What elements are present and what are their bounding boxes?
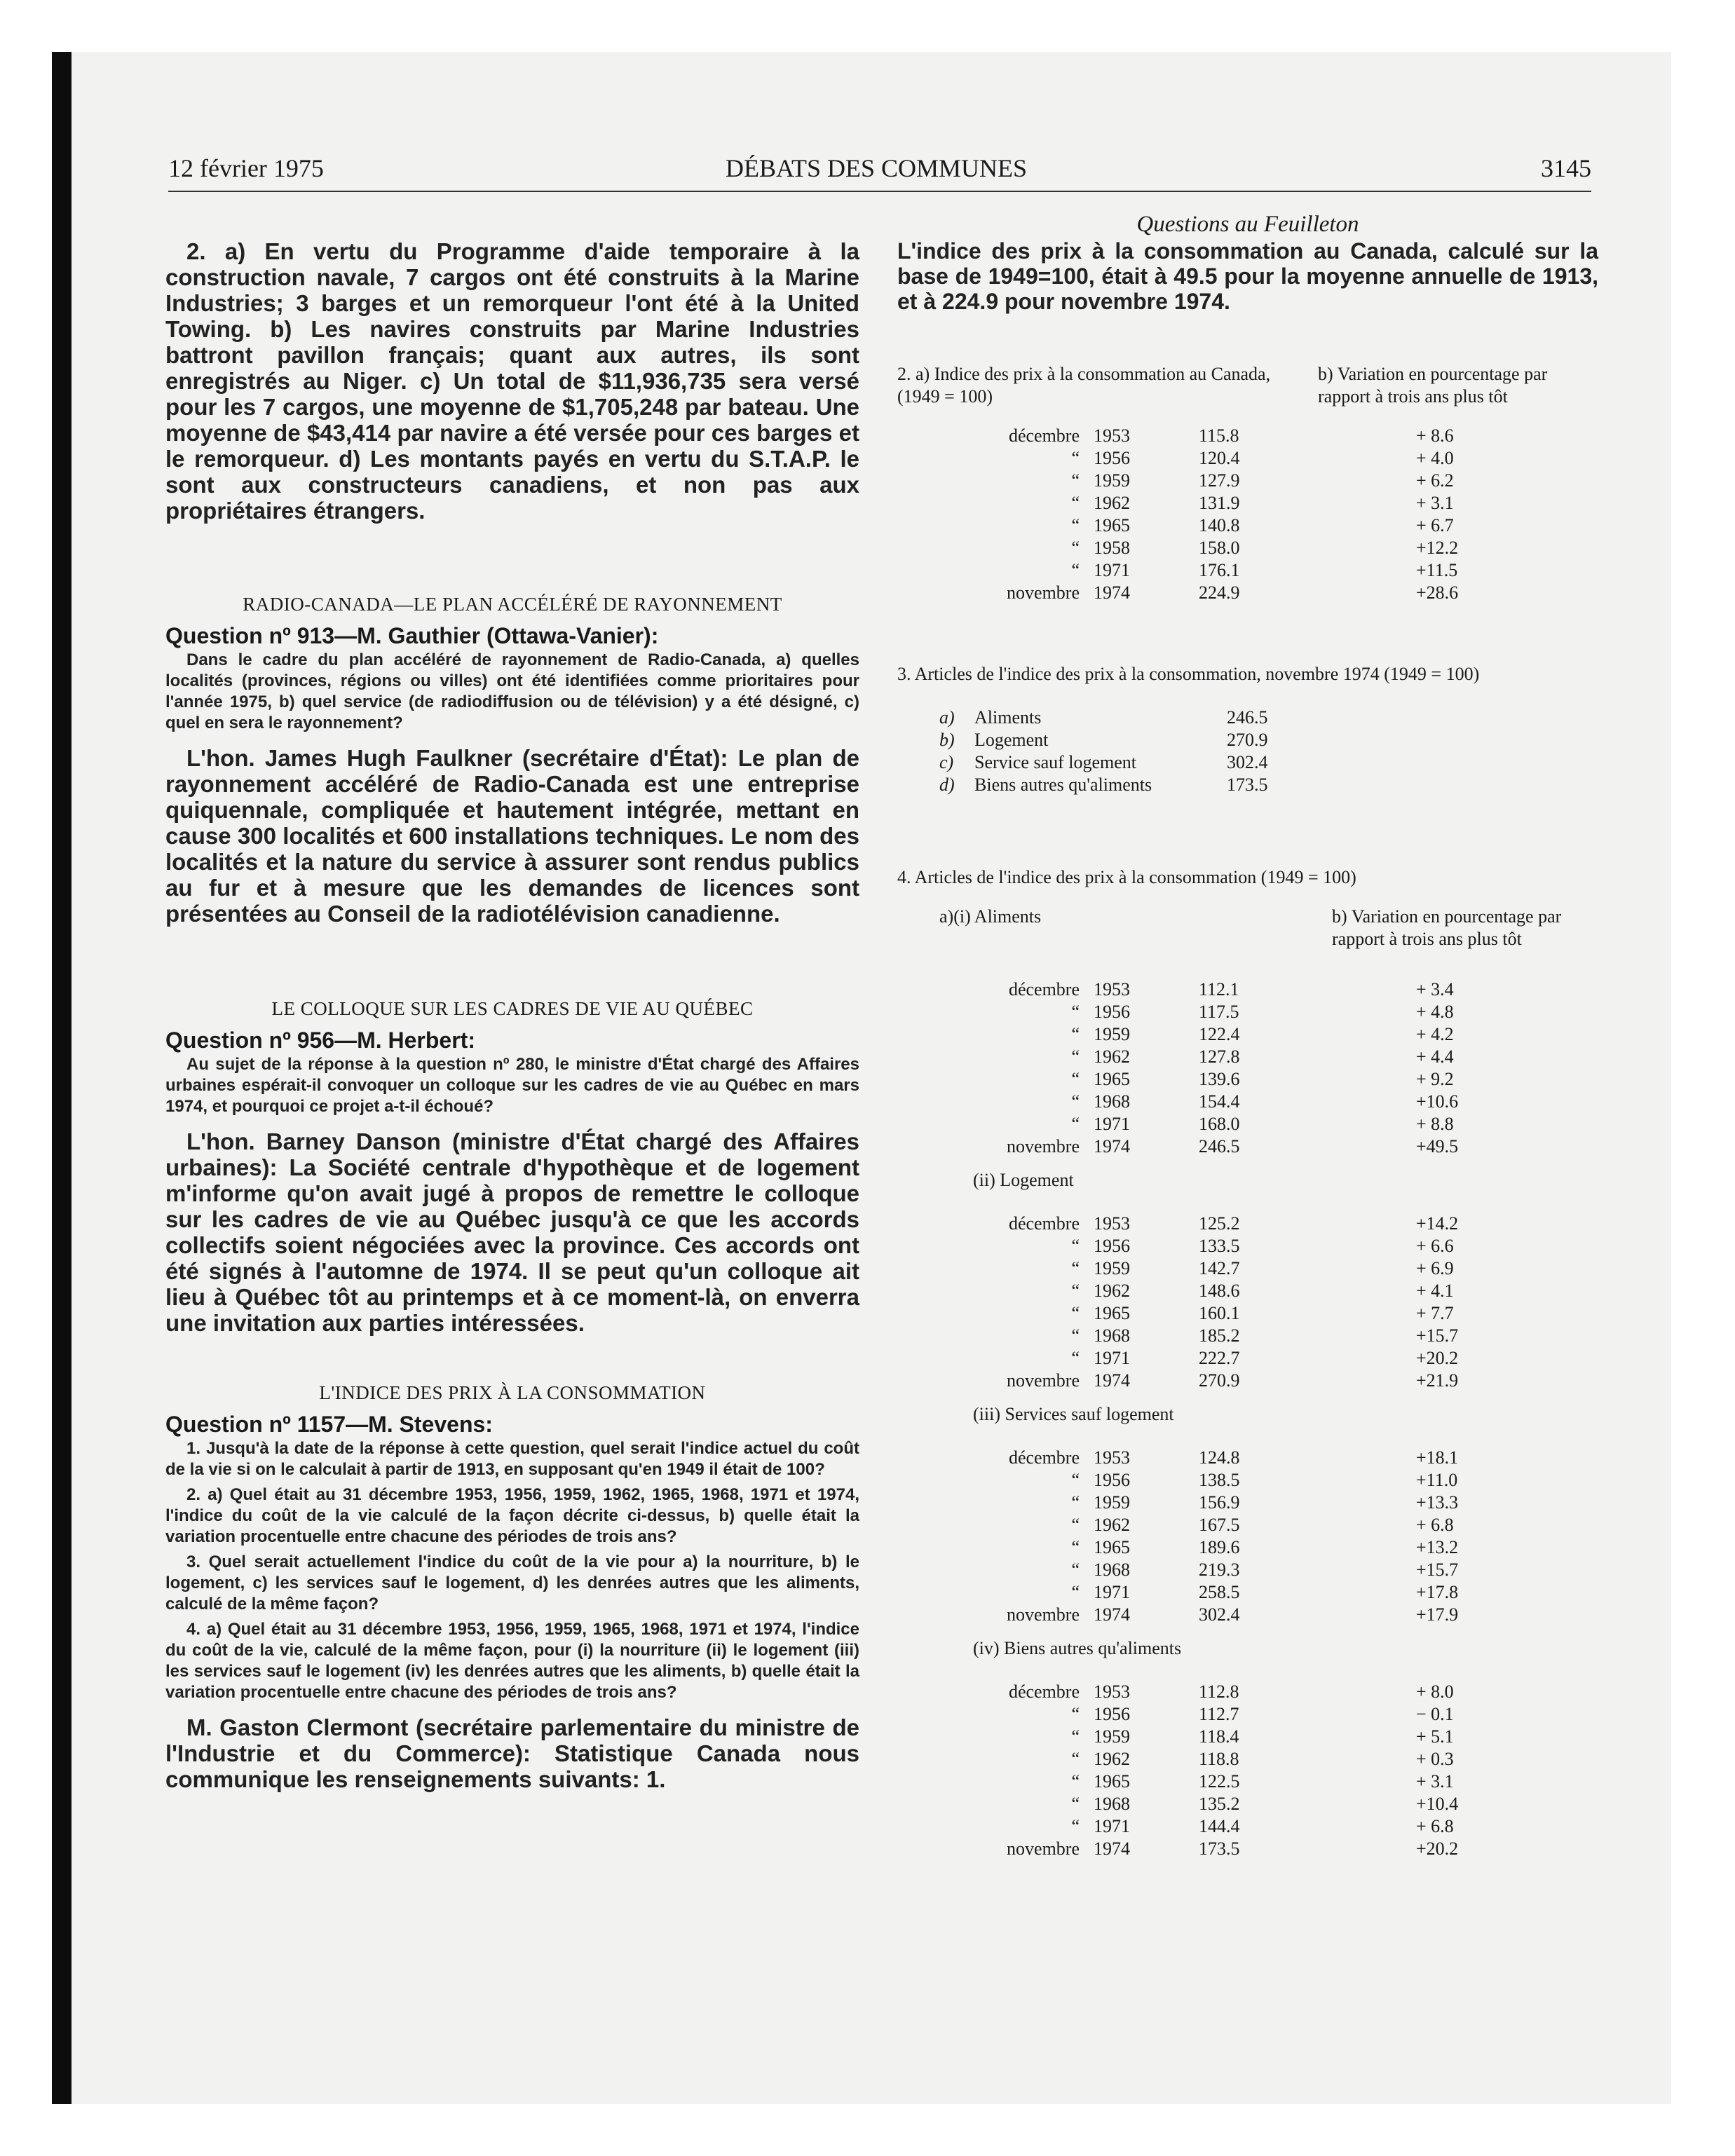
row-year: 1974 <box>1094 1136 1130 1157</box>
question-1157-item-4: 4. a) Quel était au 31 décembre 1953, 1956, 1959, 1965, 1968, 1971 et 1974, l'indice du coût de la vie, calculé de la même façon, pour (i) la nourriture (ii) le logement (iii) les services sauf le logement (iv) les denrées autres que les aliments, b) quelle était la variation procentuelle entre chacune des périodes de trois ans? <box>165 1620 859 1702</box>
header-date: 12 février 1975 <box>168 154 324 182</box>
row-index: 168.0 <box>1199 1114 1240 1134</box>
row-index: 148.6 <box>1199 1281 1240 1301</box>
row-change: +11.5 <box>1416 560 1458 580</box>
row-index: 154.4 <box>1199 1091 1240 1112</box>
row-change: + 7.7 <box>1416 1303 1454 1323</box>
row-letter: c) <box>939 752 954 772</box>
row-year: 1965 <box>1094 1069 1130 1089</box>
table-row <box>897 1793 1598 1815</box>
row-label: “ <box>1071 1749 1080 1769</box>
row-change: − 0.1 <box>1416 1704 1454 1724</box>
table-4-logement <box>897 1213 1598 1392</box>
table-2-header <box>897 363 1598 411</box>
table-4-services-label: (iii) Services sauf logement <box>973 1404 1174 1424</box>
row-label: “ <box>1071 1258 1080 1278</box>
table-4-biens <box>897 1681 1598 1860</box>
row-index: 222.7 <box>1199 1348 1240 1368</box>
row-label: “ <box>1071 1726 1080 1747</box>
answer-1157 <box>165 1714 859 1792</box>
row-year: 1965 <box>1094 515 1130 535</box>
question-1157-item-1: 1. Jusqu'à la date de la réponse à cette question, quel serait l'indice actuel du coût de la vie si on le calculait à partir de 1913, en supposant qu'en 1949 il était de 100? <box>165 1439 859 1479</box>
row-change: +21.9 <box>1416 1370 1459 1391</box>
row-change: +49.5 <box>1416 1136 1459 1157</box>
row-label: “ <box>1071 515 1080 535</box>
row-label: “ <box>1071 1537 1080 1557</box>
question-1157-item-3: 3. Quel serait actuellement l'indice du coût de la vie pour a) la nourriture, b) le logement, c) les services sauf le logement, d) les denrées autres que les aliments, calculé de la même façon? <box>165 1553 859 1613</box>
row-change: +18.1 <box>1416 1447 1459 1468</box>
row-change: +28.6 <box>1416 582 1459 603</box>
row-label: “ <box>1071 1046 1080 1067</box>
row-year: 1956 <box>1094 1470 1130 1490</box>
row-change: + 6.8 <box>1416 1515 1454 1535</box>
row-label: “ <box>1071 1024 1080 1044</box>
row-label: décembre <box>1008 425 1080 446</box>
row-change: +11.0 <box>1416 1470 1458 1490</box>
table-4-header: 4. Articles de l'indice des prix à la consommation (1949 = 100) <box>897 867 1356 887</box>
row-label: “ <box>1071 1281 1080 1301</box>
row-index: 224.9 <box>1199 582 1240 603</box>
table-row <box>897 470 1598 492</box>
row-year: 1971 <box>1094 560 1130 580</box>
row-year: 1959 <box>1094 470 1130 491</box>
row-change: +17.9 <box>1416 1604 1459 1625</box>
row-index: 122.5 <box>1199 1771 1240 1792</box>
row-label: “ <box>1071 1515 1080 1535</box>
row-index: 115.8 <box>1199 425 1239 446</box>
table-row <box>897 978 1598 1001</box>
table-row <box>897 707 1598 729</box>
row-letter: a) <box>939 707 955 728</box>
row-change: +13.3 <box>1416 1492 1459 1513</box>
row-label: novembre <box>1007 1370 1080 1391</box>
row-letter: b) <box>939 730 955 750</box>
row-year: 1953 <box>1094 425 1130 446</box>
table-2-col-a-label: 2. a) Indice des prix à la consommation au Canada, (1949 = 100) <box>897 364 1271 407</box>
row-index: 156.9 <box>1199 1492 1240 1513</box>
question-956-text: Au sujet de la réponse à la question nº 280, le ministre d'État chargé des Affaires urbaines espérait-il convoquer un colloque sur les cadres de vie au Québec en mars 1974, et pourquoi ce projet a-t-il échoué? <box>165 1055 859 1116</box>
section-title-colloque: LE COLLOQUE SUR LES CADRES DE VIE AU QUÉBEC <box>271 998 754 1019</box>
table-4-subheader <box>897 906 1598 978</box>
table-row <box>897 1726 1598 1748</box>
row-label: “ <box>1071 1816 1080 1836</box>
table-2 <box>897 425 1598 604</box>
row-year: 1956 <box>1094 448 1130 468</box>
table-row <box>897 751 1598 774</box>
table-row <box>897 559 1598 582</box>
row-year: 1971 <box>1094 1582 1130 1602</box>
row-year: 1974 <box>1094 1370 1130 1391</box>
row-year: 1971 <box>1094 1816 1130 1836</box>
row-label: décembre <box>1008 1213 1080 1234</box>
table-row <box>897 425 1598 447</box>
row-year: 1962 <box>1094 1281 1130 1301</box>
section-title-indice: L'INDICE DES PRIX À LA CONSOMMATION <box>319 1382 706 1403</box>
row-label: novembre <box>1007 582 1080 603</box>
row-index: 258.5 <box>1199 1582 1240 1602</box>
row-change: + 3.1 <box>1416 493 1454 513</box>
row-year: 1956 <box>1094 1236 1130 1256</box>
row-index: 219.3 <box>1199 1560 1240 1580</box>
row-label: “ <box>1071 448 1080 468</box>
row-label: “ <box>1071 1002 1080 1022</box>
row-change: +20.2 <box>1416 1348 1459 1368</box>
right-column <box>897 210 1598 1860</box>
table-4-col-a-label: a)(i) Aliments <box>939 906 1042 927</box>
row-year: 1965 <box>1094 1537 1130 1557</box>
row-index: 127.9 <box>1199 470 1240 491</box>
row-index: 133.5 <box>1199 1236 1240 1256</box>
row-label: décembre <box>1008 1681 1080 1702</box>
row-change: +10.4 <box>1416 1794 1459 1814</box>
row-index: 135.2 <box>1199 1794 1240 1814</box>
table-row <box>897 537 1598 559</box>
row-label: “ <box>1071 1582 1080 1602</box>
table-row <box>897 1370 1598 1392</box>
table-row <box>897 1213 1598 1235</box>
row-change: +14.2 <box>1416 1213 1459 1234</box>
row-label: décembre <box>1008 979 1080 999</box>
row-year: 1965 <box>1094 1303 1130 1323</box>
row-index: 189.6 <box>1199 1537 1240 1557</box>
table-row <box>897 1325 1598 1347</box>
answer-956 <box>165 1128 859 1336</box>
table-row <box>897 1469 1598 1492</box>
question-956-heading: Question nº 956—M. Herbert: <box>165 1028 475 1053</box>
row-change: + 6.7 <box>1416 515 1454 535</box>
table-4-biens-label: (iv) Biens autres qu'aliments <box>973 1638 1182 1658</box>
row-label: “ <box>1071 470 1080 491</box>
table-row <box>897 1135 1598 1158</box>
table-row <box>897 582 1598 604</box>
table-row <box>897 492 1598 514</box>
row-year: 1959 <box>1094 1024 1130 1044</box>
row-label: novembre <box>1007 1136 1080 1157</box>
row-year: 1968 <box>1094 1794 1130 1814</box>
table-row <box>897 1113 1598 1135</box>
table-row <box>897 1559 1598 1581</box>
row-year: 1962 <box>1094 1046 1130 1067</box>
row-year: 1968 <box>1094 1325 1130 1346</box>
row-index: 302.4 <box>1227 752 1268 772</box>
table-row <box>897 774 1598 796</box>
table-row <box>897 1838 1598 1860</box>
row-index: 246.5 <box>1199 1136 1240 1157</box>
table-row <box>897 447 1598 470</box>
row-year: 1959 <box>1094 1258 1130 1278</box>
header-rule <box>168 191 1591 192</box>
row-label: “ <box>1071 1303 1080 1323</box>
row-item: Aliments <box>974 707 1042 728</box>
answer-956-text: La Société centrale d'hypothèque et de logement m'informe qu'on avait jugé à propos de remettre le colloque sur les cadres de vie au Québec jusqu'à ce que les accords collectifs soient négociées avec la province. Ces accords ont été signés à l'automne de 1974. Il se peut qu'un colloque ait lieu à Québec tôt au printemps et à ce moment-là, on enverra une invitation aux parties intéressées. <box>165 1154 859 1336</box>
table-row <box>897 1023 1598 1046</box>
row-year: 1971 <box>1094 1348 1130 1368</box>
row-year: 1962 <box>1094 1515 1130 1535</box>
header-page-number: 3145 <box>1541 154 1591 182</box>
table-4-services <box>897 1447 1598 1626</box>
row-index: 127.8 <box>1199 1046 1240 1067</box>
row-change: + 4.0 <box>1416 448 1454 468</box>
speaker-faulkner: L'hon. James Hugh Faulkner (secrétaire d'État): <box>186 745 728 771</box>
row-label: “ <box>1071 1560 1080 1580</box>
header-title: DÉBATS DES COMMUNES <box>725 154 1028 182</box>
table-row <box>897 514 1598 537</box>
row-index: 140.8 <box>1199 515 1240 535</box>
row-index: 142.7 <box>1199 1258 1240 1278</box>
table-4-aliments <box>897 978 1598 1158</box>
row-index: 185.2 <box>1199 1325 1240 1346</box>
table-3 <box>897 707 1598 796</box>
row-change: + 5.1 <box>1416 1726 1454 1747</box>
row-year: 1959 <box>1094 1726 1130 1747</box>
table-row <box>897 1703 1598 1726</box>
row-change: + 4.8 <box>1416 1002 1454 1022</box>
table-4-logement-label: (ii) Logement <box>973 1170 1074 1190</box>
row-change: +15.7 <box>1416 1325 1459 1346</box>
left-column <box>165 238 859 1792</box>
table-row <box>897 1681 1598 1703</box>
row-year: 1974 <box>1094 1838 1130 1859</box>
table-row <box>897 1257 1598 1280</box>
row-index: 173.5 <box>1227 775 1268 795</box>
table-row <box>897 1280 1598 1302</box>
row-index: 144.4 <box>1199 1816 1240 1836</box>
row-year: 1962 <box>1094 1749 1130 1769</box>
row-letter: d) <box>939 775 955 795</box>
row-year: 1956 <box>1094 1002 1130 1022</box>
row-index: 139.6 <box>1199 1069 1240 1089</box>
table-row <box>897 1492 1598 1514</box>
row-label: “ <box>1071 1114 1080 1134</box>
row-index: 173.5 <box>1199 1838 1240 1859</box>
row-year: 1953 <box>1094 979 1130 999</box>
row-year: 1958 <box>1094 538 1130 558</box>
question-913-heading: Question nº 913—M. Gauthier (Ottawa-Vanier): <box>165 623 659 648</box>
row-year: 1968 <box>1094 1560 1130 1580</box>
row-change: + 3.4 <box>1416 979 1454 999</box>
row-change: +12.2 <box>1416 538 1459 558</box>
speaker-clermont: M. Gaston Clermont (secrétaire parlementaire du ministre de l'Industrie et du Commerce): <box>165 1714 859 1766</box>
row-label: “ <box>1071 1492 1080 1513</box>
running-heading: Questions au Feuilleton <box>1136 212 1359 237</box>
table-row <box>897 1235 1598 1257</box>
row-change: + 6.2 <box>1416 470 1454 491</box>
row-change: + 8.8 <box>1416 1114 1454 1134</box>
speaker-danson: L'hon. Barney Danson (ministre d'État chargé des Affaires urbaines): <box>165 1128 859 1180</box>
row-year: 1953 <box>1094 1447 1130 1468</box>
table-row <box>897 729 1598 751</box>
row-index: 131.9 <box>1199 493 1240 513</box>
row-label: “ <box>1071 1236 1080 1256</box>
row-index: 112.8 <box>1199 1681 1239 1702</box>
row-index: 118.8 <box>1199 1749 1239 1769</box>
row-label: “ <box>1071 1794 1080 1814</box>
row-year: 1965 <box>1094 1771 1130 1792</box>
row-label: “ <box>1071 1325 1080 1346</box>
row-change: + 4.4 <box>1416 1046 1454 1067</box>
table-row <box>897 1581 1598 1604</box>
row-index: 117.5 <box>1199 1002 1239 1022</box>
row-index: 302.4 <box>1199 1604 1240 1625</box>
row-label: “ <box>1071 1771 1080 1792</box>
table-4-col-b-label: b) Variation en pourcentage par rapport à trois ans plus tôt <box>1332 906 1562 949</box>
row-change: +13.2 <box>1416 1537 1459 1557</box>
row-index: 270.9 <box>1199 1370 1240 1391</box>
section-title-radio-canada: RADIO-CANADA—LE PLAN ACCÉLÉRÉ DE RAYONNEMENT <box>243 594 782 615</box>
row-index: 138.5 <box>1199 1470 1240 1490</box>
answer-913 <box>165 745 859 927</box>
row-change: + 4.2 <box>1416 1024 1454 1044</box>
row-item: Logement <box>974 730 1049 750</box>
table-row <box>897 1815 1598 1838</box>
row-index: 176.1 <box>1199 560 1240 580</box>
row-change: + 0.3 <box>1416 1749 1454 1769</box>
question-913-text: Dans le cadre du plan accéléré de rayonnement de Radio-Canada, a) quelles localités (provinces, régions ou villes) ont été identifiées comme prioritaires pour l'année 1975, b) quel service (de radiodiffusion ou de télévision) y a été désigné, c) quel en sera le rayonnement? <box>165 650 859 732</box>
table-row <box>897 1536 1598 1559</box>
row-index: 167.5 <box>1199 1515 1240 1535</box>
row-label: novembre <box>1007 1604 1080 1625</box>
table-row <box>897 1770 1598 1793</box>
row-change: + 8.0 <box>1416 1681 1454 1702</box>
row-label: “ <box>1071 1704 1080 1724</box>
row-year: 1959 <box>1094 1492 1130 1513</box>
row-year: 1968 <box>1094 1091 1130 1112</box>
row-label: “ <box>1071 1348 1080 1368</box>
row-year: 1962 <box>1094 493 1130 513</box>
row-label: “ <box>1071 1091 1080 1112</box>
table-row <box>897 1001 1598 1023</box>
table-3-header: 3. Articles de l'indice des prix à la consommation, novembre 1974 (1949 = 100) <box>897 664 1480 684</box>
table-row <box>897 1068 1598 1091</box>
row-change: +17.8 <box>1416 1582 1459 1602</box>
row-label: “ <box>1071 560 1080 580</box>
row-index: 122.4 <box>1199 1024 1240 1044</box>
table-row <box>897 1302 1598 1325</box>
row-index: 158.0 <box>1199 538 1240 558</box>
table-row <box>897 1447 1598 1469</box>
answer-1157-text: Statistique Canada nous communique les renseignements suivants: 1. <box>165 1740 859 1792</box>
row-label: “ <box>1071 1069 1080 1089</box>
question-1157-item-2: 2. a) Quel était au 31 décembre 1953, 1956, 1959, 1962, 1965, 1968, 1971 et 1974, l'indice du coût de la vie calculé de la façon décrite ci-dessus, b) quelle était la variation procentuelle entre chacune des périodes de trois ans? <box>165 1485 859 1546</box>
row-year: 1974 <box>1094 582 1130 603</box>
answer-913-text: Le plan de rayonnement accéléré de Radio-Canada est une entreprise quiquennale, compliquée et hautement intégrée, mettant en cause 300 localités et 600 installations techniques. Le nom des localités et la nature du service à assurer sont rendus publics au fur et à mesure que les demandes de licences sont présentées au Conseil de la radiotélévision canadienne. <box>165 745 859 927</box>
row-label: novembre <box>1007 1838 1080 1859</box>
row-change: + 3.1 <box>1416 1771 1454 1792</box>
row-change: + 9.2 <box>1416 1069 1454 1089</box>
table-2-col-b-label: b) Variation en pourcentage par rapport à trois ans plus tôt <box>1318 364 1548 407</box>
table-row <box>897 1748 1598 1770</box>
row-change: + 4.1 <box>1416 1281 1454 1301</box>
row-index: 270.9 <box>1227 730 1268 750</box>
row-index: 120.4 <box>1199 448 1240 468</box>
row-change: +10.6 <box>1416 1091 1459 1112</box>
table-row <box>897 1347 1598 1370</box>
row-change: +15.7 <box>1416 1560 1459 1580</box>
row-index: 160.1 <box>1199 1303 1240 1323</box>
row-change: + 8.6 <box>1416 425 1454 446</box>
row-change: +20.2 <box>1416 1838 1459 1859</box>
row-index: 125.2 <box>1199 1213 1240 1234</box>
scan-binding-edge <box>52 52 72 2104</box>
row-year: 1953 <box>1094 1213 1130 1234</box>
row-index: 246.5 <box>1227 707 1268 728</box>
intro-paragraph: 2. a) En vertu du Programme d'aide temporaire à la construction navale, 7 cargos ont été construits à la Marine Industries; 3 barges et un remorqueur l'ont été à la United Towing. b) Les navires construits par Marine Industries battront pavillon français; quant aux autres, ils sont enregistrés au Niger. c) Un total de $11,936,735 sera versé pour les 7 cargos, une moyenne de $1,705,248 par bateau. Une moyenne de $43,414 par navire a été versée pour ces barges et le remorqueur. d) Les montants payés en vertu du S.T.A.P. le sont aux constructeurs canadiens, et non pas aux propriétaires étrangers. <box>165 238 859 524</box>
row-year: 1974 <box>1094 1604 1130 1625</box>
table-row <box>897 1091 1598 1113</box>
row-change: + 6.6 <box>1416 1236 1454 1256</box>
table-row <box>897 1604 1598 1626</box>
row-change: + 6.8 <box>1416 1816 1454 1836</box>
row-item: Service sauf logement <box>974 752 1137 772</box>
row-year: 1953 <box>1094 1681 1130 1702</box>
table-row <box>897 1514 1598 1536</box>
row-index: 118.4 <box>1199 1726 1239 1747</box>
row-label: “ <box>1071 493 1080 513</box>
row-label: décembre <box>1008 1447 1080 1468</box>
row-year: 1971 <box>1094 1114 1130 1134</box>
row-label: “ <box>1071 1470 1080 1490</box>
row-index: 124.8 <box>1199 1447 1240 1468</box>
row-index: 112.7 <box>1199 1704 1239 1724</box>
right-intro-paragraph: L'indice des prix à la consommation au Canada, calculé sur la base de 1949=100, était à 49.5 pour la moyenne annuelle de 1913, et à 224.9 pour novembre 1974. <box>897 238 1598 314</box>
row-label: “ <box>1071 538 1080 558</box>
table-row <box>897 1046 1598 1068</box>
row-index: 112.1 <box>1199 979 1239 999</box>
row-change: + 6.9 <box>1416 1258 1454 1278</box>
row-item: Biens autres qu'aliments <box>974 775 1152 795</box>
row-year: 1956 <box>1094 1704 1130 1724</box>
question-1157-heading: Question nº 1157—M. Stevens: <box>165 1412 493 1437</box>
